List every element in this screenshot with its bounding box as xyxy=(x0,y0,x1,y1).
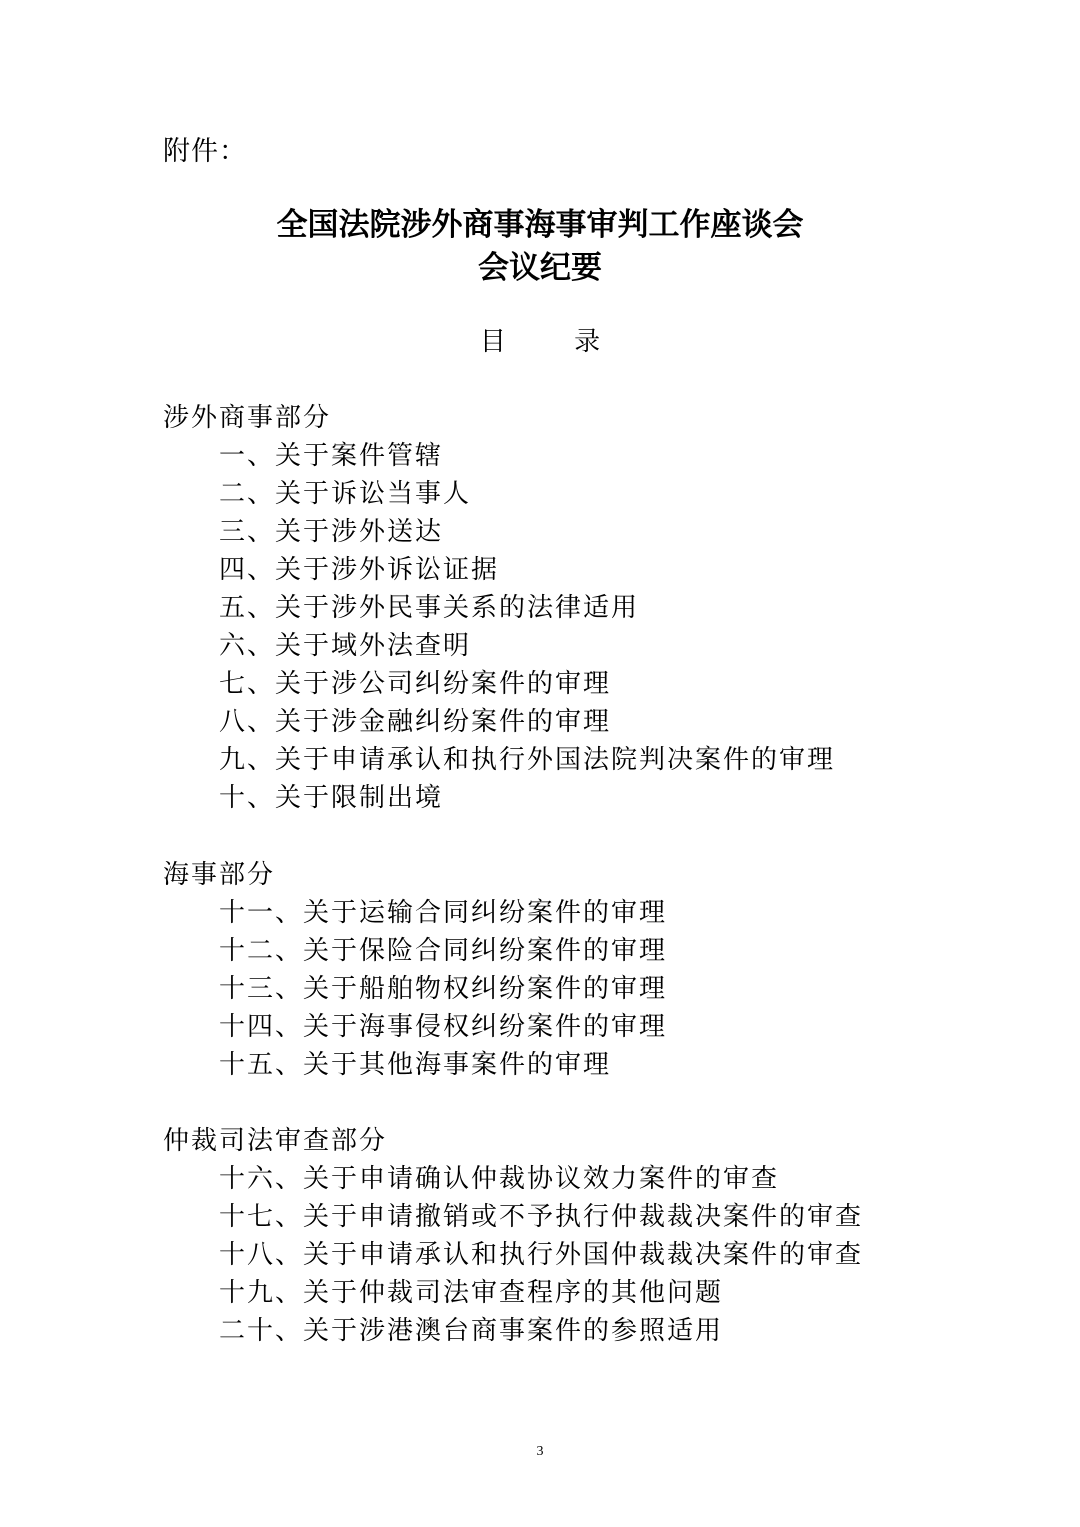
toc-item: 二十、关于涉港澳台商事案件的参照适用 xyxy=(219,1316,724,1346)
page-number: 3 xyxy=(536,1444,544,1459)
toc-item: 七、关于涉公司纠纷案件的审理 xyxy=(219,669,612,699)
toc-item: 十九、关于仲裁司法审查程序的其他问题 xyxy=(219,1278,724,1308)
toc-item: 二、关于诉讼当事人 xyxy=(219,479,472,509)
toc-section-maritime xyxy=(163,856,1043,1084)
toc-item: 十七、关于申请撤销或不予执行仲裁裁决案件的审查 xyxy=(219,1202,864,1232)
toc-item: 十五、关于其他海事案件的审理 xyxy=(219,1050,612,1080)
toc-item: 十八、关于申请承认和执行外国仲裁裁决案件的审查 xyxy=(219,1240,864,1270)
toc-item: 十一、关于运输合同纠纷案件的审理 xyxy=(219,898,668,928)
document-title-line-2: 会议纪要 xyxy=(478,250,602,286)
toc-item: 九、关于申请承认和执行外国法院判决案件的审理 xyxy=(219,745,836,775)
toc-item: 五、关于涉外民事关系的法律适用 xyxy=(219,593,640,623)
toc-item: 六、关于域外法查明 xyxy=(219,631,472,661)
attachment-label: 附件： xyxy=(163,136,247,167)
toc-item: 八、关于涉金融纠纷案件的审理 xyxy=(219,707,612,737)
toc-item: 一、关于案件管辖 xyxy=(219,441,444,471)
toc-item: 十二、关于保险合同纠纷案件的审理 xyxy=(219,936,668,966)
toc-item: 十三、关于船舶物权纠纷案件的审理 xyxy=(219,974,668,1004)
toc-section-foreign-commercial xyxy=(163,399,1043,817)
section-title: 涉外商事部分 xyxy=(163,403,332,433)
section-title: 仲裁司法审查部分 xyxy=(163,1126,388,1156)
section-title: 海事部分 xyxy=(163,860,276,890)
toc-heading: 目 录 xyxy=(479,327,631,357)
toc-item: 四、关于涉外诉讼证据 xyxy=(219,555,500,585)
toc-section-arbitration-review xyxy=(163,1122,1043,1350)
toc-item: 十四、关于海事侵权纠纷案件的审理 xyxy=(219,1012,668,1042)
toc-item: 十、关于限制出境 xyxy=(219,783,444,813)
document-title-line-1: 全国法院涉外商事海事审判工作座谈会 xyxy=(276,207,804,243)
toc-item: 三、关于涉外送达 xyxy=(219,517,444,547)
toc-item: 十六、关于申请确认仲裁协议效力案件的审查 xyxy=(219,1164,780,1194)
